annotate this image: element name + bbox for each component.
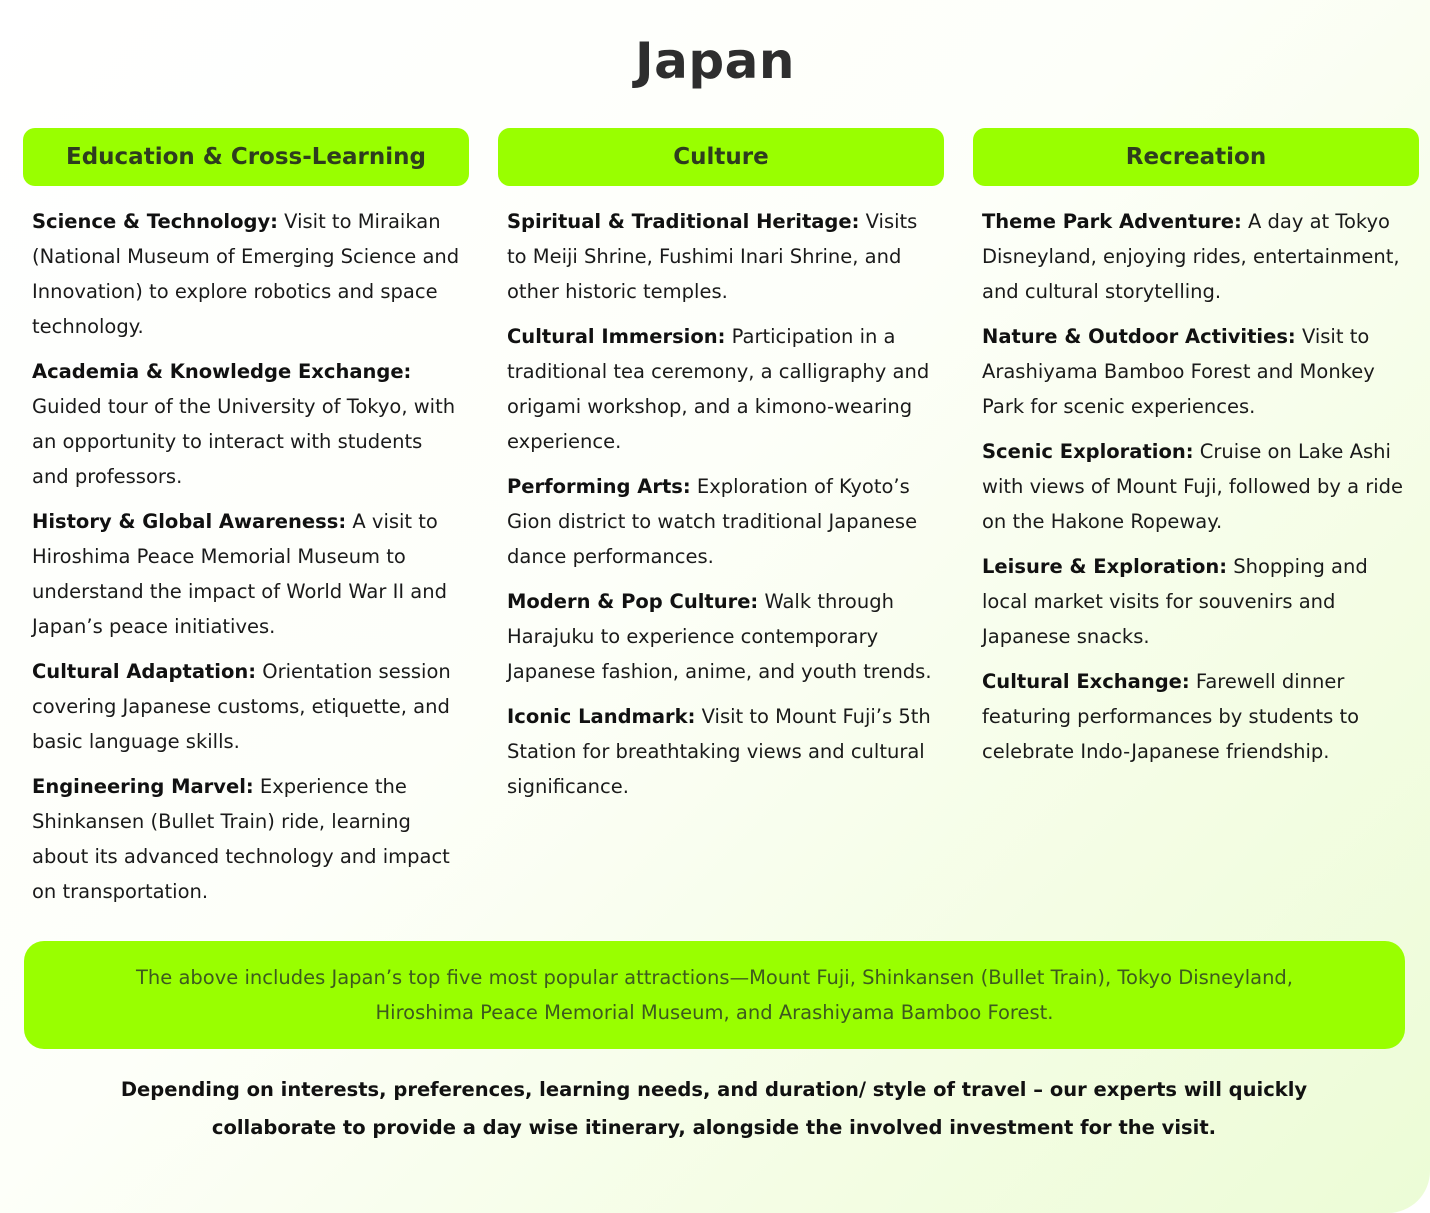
column-culture — [498, 128, 944, 814]
item-text: Visit to Arashiyama Bamboo Forest and Monkey Park for scenic experiences. — [982, 325, 1375, 418]
item-text: Experience the Shinkansen (Bullet Train) ride, learning about its advanced technology and impact on transportation. — [32, 775, 450, 903]
item-label: Modern & Pop Culture: — [507, 590, 759, 613]
list-item — [32, 204, 460, 344]
attractions-summary-box — [24, 941, 1405, 1049]
item-text: Walk through Harajuku to experience contemporary Japanese fashion, anime, and youth trends. — [507, 590, 932, 683]
item-label: Nature & Outdoor Activities: — [982, 325, 1296, 348]
item-label: Cultural Immersion: — [507, 325, 726, 348]
item-text: Cruise on Lake Ashi with views of Mount Fuji, followed by a ride on the Hakone Ropeway. — [982, 440, 1404, 533]
item-label: Science & Technology: — [32, 210, 278, 233]
list-item — [32, 654, 460, 759]
item-text: A visit to Hiroshima Peace Memorial Museum to understand the impact of World War II and Japan’s peace initiatives. — [32, 510, 447, 638]
list-item — [982, 319, 1410, 424]
list-item — [982, 664, 1410, 769]
page-title: Japan — [635, 32, 795, 90]
column-heading: Recreation — [973, 128, 1419, 186]
column-items — [23, 186, 469, 909]
list-item — [982, 549, 1410, 654]
item-text: Visit to Mount Fuji’s 5th Station for breathtaking views and cultural significance. — [507, 705, 931, 798]
column-recreation — [973, 128, 1419, 779]
item-label: Leisure & Exploration: — [982, 555, 1228, 578]
list-item — [507, 319, 935, 459]
column-education — [23, 128, 469, 919]
item-label: History & Global Awareness: — [32, 510, 347, 533]
item-text: Guided tour of the University of Tokyo, with an opportunity to interact with students and professors. — [32, 395, 456, 488]
list-item — [32, 769, 460, 909]
item-label: Iconic Landmark: — [507, 705, 696, 728]
item-text: Visit to Miraikan (National Museum of Emerging Science and Innovation) to explore robotics and space technology. — [32, 210, 460, 338]
column-items — [498, 186, 944, 804]
list-item — [32, 504, 460, 644]
footer-note: Depending on interests, preferences, learning needs, and duration/ style of travel – our experts will quickly collaborate to provide a day wise itinerary, alongside the involved investment for the visit. — [120, 1078, 1308, 1139]
item-text: Shopping and local market visits for souvenirs and Japanese snacks. — [982, 555, 1368, 648]
item-text: Participation in a traditional tea ceremony, a calligraphy and origami workshop, and a kimono-wearing experience. — [507, 325, 930, 453]
item-text: Exploration of Kyoto’s Gion district to watch traditional Japanese dance performances. — [507, 475, 918, 568]
item-label: Cultural Exchange: — [982, 670, 1190, 693]
column-heading: Education & Cross-Learning — [23, 128, 469, 186]
item-label: Scenic Exploration: — [982, 440, 1194, 463]
column-heading: Culture — [498, 128, 944, 186]
item-label: Cultural Adaptation: — [32, 660, 257, 683]
attractions-summary-text: The above includes Japan’s top five most popular attractions—Mount Fuji, Shinkansen (Bullet Train), Tokyo Disneyland, Hiroshima Peace Memorial Museum, and Arashiyama Bamboo Forest. — [135, 966, 1294, 1024]
list-item — [982, 434, 1410, 539]
item-label: Theme Park Adventure: — [982, 210, 1242, 233]
column-items — [973, 186, 1419, 769]
item-label: Performing Arts: — [507, 475, 691, 498]
item-text: A day at Tokyo Disneyland, enjoying rides, entertainment, and cultural storytelling. — [982, 210, 1400, 303]
list-item — [507, 699, 935, 804]
item-label: Academia & Knowledge Exchange: — [32, 360, 412, 383]
list-item — [507, 584, 935, 689]
item-text: Orientation session covering Japanese customs, etiquette, and basic language skills. — [32, 660, 451, 753]
item-label: Engineering Marvel: — [32, 775, 254, 798]
item-label: Spiritual & Traditional Heritage: — [507, 210, 860, 233]
list-item — [32, 354, 460, 494]
list-item — [982, 204, 1410, 309]
list-item — [507, 204, 935, 309]
item-text: Visits to Meiji Shrine, Fushimi Inari Shrine, and other historic temples. — [507, 210, 918, 303]
list-item — [507, 469, 935, 574]
item-text: Farewell dinner featuring performances by students to celebrate Indo-Japanese friendship. — [982, 670, 1360, 763]
